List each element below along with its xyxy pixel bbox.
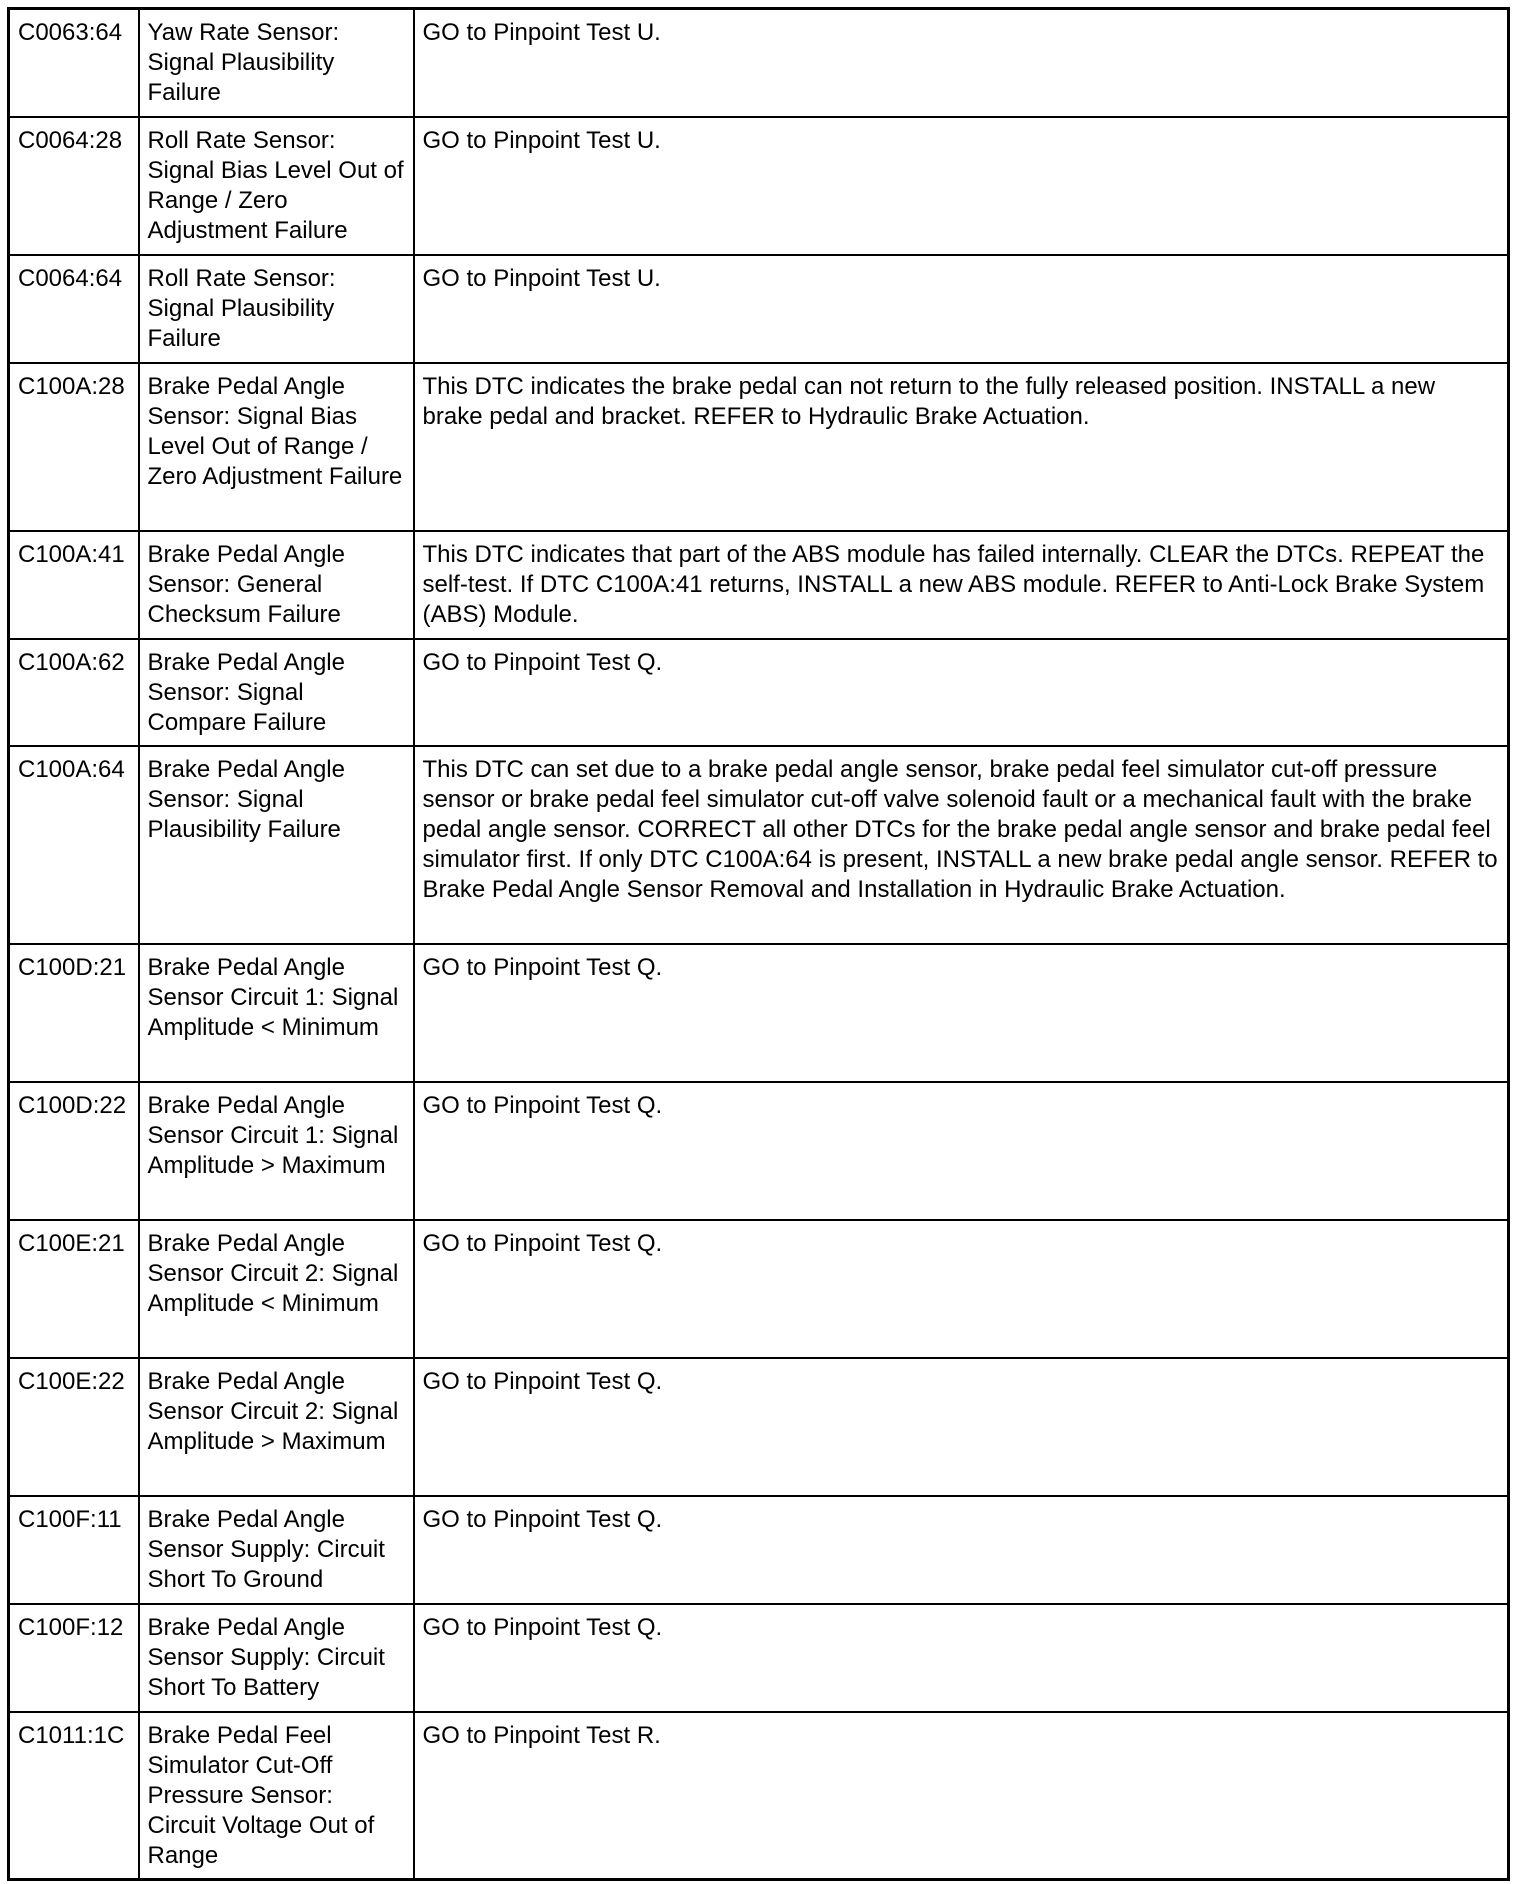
dtc-code-cell: C100F:12 — [9, 1604, 139, 1712]
dtc-code-cell: C100E:21 — [9, 1220, 139, 1358]
dtc-action-cell: GO to Pinpoint Test Q. — [414, 1604, 1509, 1712]
table-row — [9, 1220, 1509, 1358]
dtc-code-cell: C100D:21 — [9, 944, 139, 1082]
dtc-code-cell: C0063:64 — [9, 9, 139, 117]
dtc-action-cell: GO to Pinpoint Test Q. — [414, 639, 1509, 746]
table-row — [9, 1604, 1509, 1712]
dtc-table-body — [9, 9, 1509, 1880]
dtc-code-cell: C0064:64 — [9, 255, 139, 363]
dtc-action-cell: GO to Pinpoint Test U. — [414, 9, 1509, 117]
dtc-action-cell: This DTC indicates the brake pedal can not return to the fully released position. INSTALL a new brake pedal and bracket. REFER to Hydraulic Brake Actuation. — [414, 363, 1509, 531]
table-row — [9, 1496, 1509, 1604]
dtc-description-cell: Brake Pedal Angle Sensor Supply: Circuit Short To Battery — [139, 1604, 414, 1712]
dtc-action-cell: GO to Pinpoint Test R. — [414, 1712, 1509, 1880]
table-row — [9, 255, 1509, 363]
dtc-description-cell: Brake Pedal Angle Sensor: Signal Bias Level Out of Range / Zero Adjustment Failure — [139, 363, 414, 531]
dtc-description-cell: Brake Pedal Angle Sensor: Signal Plausibility Failure — [139, 746, 414, 944]
dtc-action-cell: GO to Pinpoint Test U. — [414, 117, 1509, 255]
table-row — [9, 363, 1509, 531]
dtc-description-cell: Brake Pedal Angle Sensor Circuit 2: Signal Amplitude < Minimum — [139, 1220, 414, 1358]
table-row — [9, 1712, 1509, 1880]
dtc-description-cell: Brake Pedal Angle Sensor: General Checksum Failure — [139, 531, 414, 639]
dtc-action-cell: GO to Pinpoint Test Q. — [414, 1358, 1509, 1496]
dtc-code-cell: C100E:22 — [9, 1358, 139, 1496]
dtc-action-cell: GO to Pinpoint Test Q. — [414, 1220, 1509, 1358]
dtc-action-cell: This DTC can set due to a brake pedal angle sensor, brake pedal feel simulator cut-off pressure sensor or brake pedal feel simulator cut-off valve solenoid fault or a mechanical fault with the brake pedal angle sensor. CORRECT all other DTCs for the brake pedal angle sensor and brake pedal feel simulator first. If only DTC C100A:64 is present, INSTALL a new brake pedal angle sensor. REFER to Brake Pedal Angle Sensor Removal and Installation in Hydraulic Brake Actuation. — [414, 746, 1509, 944]
dtc-description-cell: Brake Pedal Angle Sensor Circuit 1: Signal Amplitude > Maximum — [139, 1082, 414, 1220]
dtc-description-cell: Roll Rate Sensor: Signal Bias Level Out of Range / Zero Adjustment Failure — [139, 117, 414, 255]
dtc-code-cell: C100A:64 — [9, 746, 139, 944]
dtc-description-cell: Brake Pedal Angle Sensor Circuit 1: Signal Amplitude < Minimum — [139, 944, 414, 1082]
dtc-description-cell: Roll Rate Sensor: Signal Plausibility Failure — [139, 255, 414, 363]
table-row — [9, 944, 1509, 1082]
table-row — [9, 639, 1509, 746]
dtc-table — [7, 7, 1510, 1881]
dtc-description-cell: Brake Pedal Feel Simulator Cut-Off Pressure Sensor: Circuit Voltage Out of Range — [139, 1712, 414, 1880]
dtc-code-cell: C100D:22 — [9, 1082, 139, 1220]
dtc-code-cell: C100A:62 — [9, 639, 139, 746]
dtc-action-cell: GO to Pinpoint Test U. — [414, 255, 1509, 363]
dtc-action-cell: GO to Pinpoint Test Q. — [414, 1496, 1509, 1604]
dtc-action-cell: GO to Pinpoint Test Q. — [414, 1082, 1509, 1220]
dtc-description-cell: Brake Pedal Angle Sensor Supply: Circuit Short To Ground — [139, 1496, 414, 1604]
dtc-action-cell: GO to Pinpoint Test Q. — [414, 944, 1509, 1082]
dtc-code-cell: C1011:1C — [9, 1712, 139, 1880]
table-row — [9, 1082, 1509, 1220]
dtc-description-cell: Yaw Rate Sensor: Signal Plausibility Failure — [139, 9, 414, 117]
dtc-action-cell: This DTC indicates that part of the ABS module has failed internally. CLEAR the DTCs. REPEAT the self-test. If DTC C100A:41 returns, INSTALL a new ABS module. REFER to Anti-Lock Brake System (ABS) Module. — [414, 531, 1509, 639]
table-row — [9, 9, 1509, 117]
dtc-description-cell: Brake Pedal Angle Sensor Circuit 2: Signal Amplitude > Maximum — [139, 1358, 414, 1496]
dtc-description-cell: Brake Pedal Angle Sensor: Signal Compare Failure — [139, 639, 414, 746]
table-row — [9, 117, 1509, 255]
dtc-code-cell: C0064:28 — [9, 117, 139, 255]
dtc-code-cell: C100A:41 — [9, 531, 139, 639]
table-row — [9, 531, 1509, 639]
dtc-code-cell: C100A:28 — [9, 363, 139, 531]
table-row — [9, 746, 1509, 944]
table-row — [9, 1358, 1509, 1496]
dtc-code-cell: C100F:11 — [9, 1496, 139, 1604]
